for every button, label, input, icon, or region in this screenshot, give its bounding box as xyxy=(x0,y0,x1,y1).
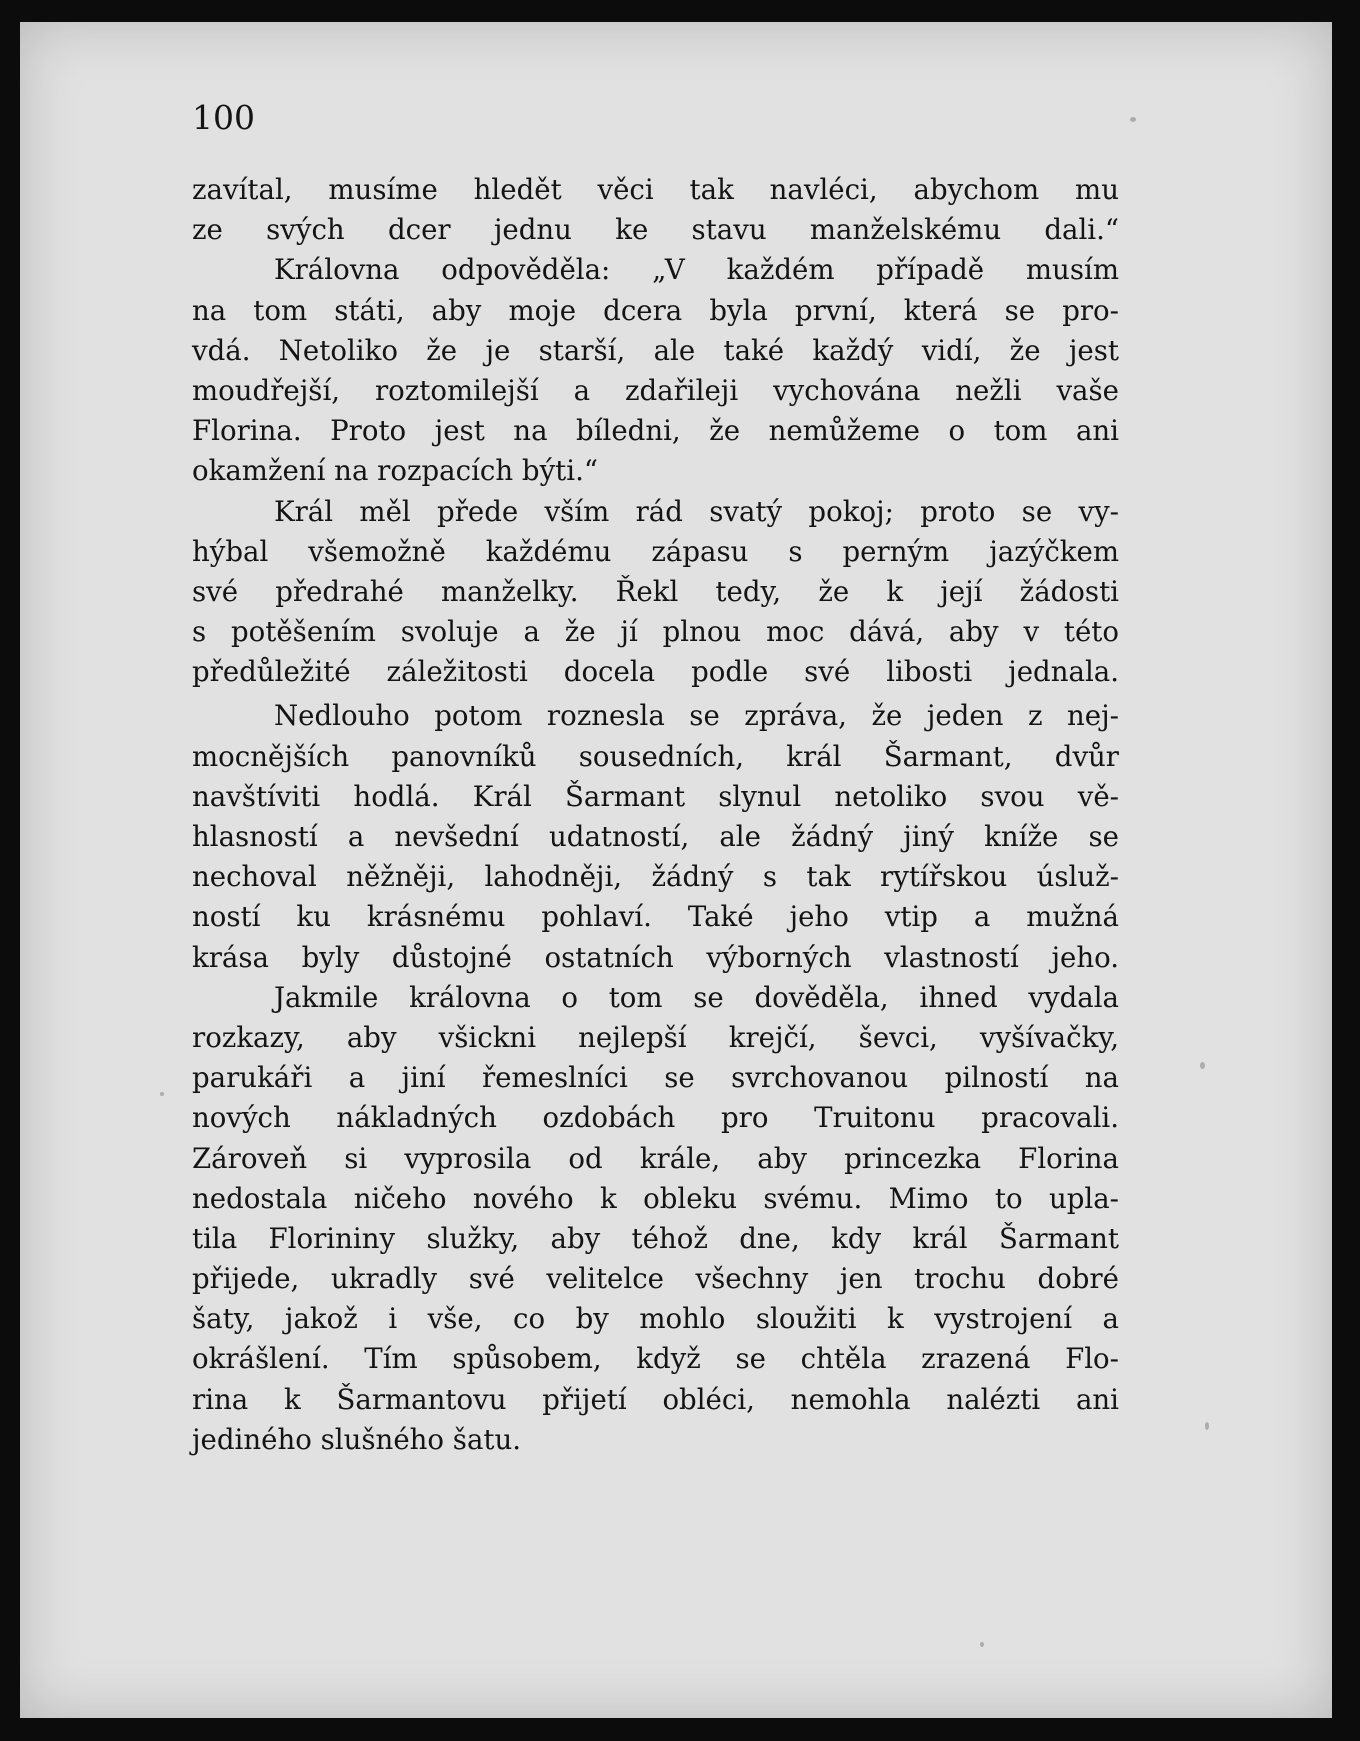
print-speck xyxy=(980,1642,984,1647)
text-line: ností ku krásnému pohlaví. Také jeho vtip a mužná xyxy=(192,900,1119,934)
text-line: nechoval něžněji, lahodněji, žádný s tak rytířskou úsluž- xyxy=(192,860,1119,894)
text-line: šaty, jakož i vše, co by mohlo sloužiti k vystrojení a xyxy=(192,1302,1119,1336)
print-speck xyxy=(1130,117,1136,122)
text-line: s potěšením svoluje a že jí plnou moc dává, aby v této xyxy=(192,615,1119,649)
text-line: nových nákladných ozdobách pro Truitonu pracovali. xyxy=(192,1101,1119,1135)
text-line: Král měl přede vším rád svatý pokoj; proto se vy- xyxy=(274,494,1119,528)
book-page xyxy=(20,22,1332,1718)
text-line: moudřejší, roztomilejší a zdařileji vychována nežli vaše xyxy=(192,373,1119,407)
print-speck xyxy=(1200,1062,1205,1069)
text-line: své předrahé manželky. Řekl tedy, že k její žádosti xyxy=(192,574,1119,608)
text-line: rozkazy, aby všickni nejlepší krejčí, ševci, vyšívačky, xyxy=(192,1020,1119,1054)
text-line: krása byly důstojné ostatních výborných vlastností jeho. xyxy=(192,940,1119,974)
text-line: přijede, ukradly své velitelce všechny jen trochu dobré xyxy=(192,1262,1119,1296)
text-line: ze svých dcer jednu ke stavu manželskému dali.“ xyxy=(192,213,1119,247)
text-line: Královna odpověděla: „V každém případě musím xyxy=(274,253,1119,287)
body-text xyxy=(192,170,1119,1460)
print-speck xyxy=(1205,1422,1209,1430)
text-line: parukáři a jiní řemeslníci se svrchovanou pilností na xyxy=(192,1061,1119,1095)
print-speck xyxy=(160,1092,164,1096)
page-number: 100 xyxy=(192,98,255,137)
text-line: rina k Šarmantovu přijetí obléci, nemohla nalézti ani xyxy=(192,1382,1119,1416)
text-line: tila Florininy služky, aby téhož dne, kdy král Šarmant xyxy=(192,1221,1119,1255)
text-line: hýbal všemožně každému zápasu s perným jazýčkem xyxy=(192,534,1119,568)
text-line: na tom státi, aby moje dcera byla první, která se pro- xyxy=(192,293,1119,327)
text-line: okrášlení. Tím spůsobem, když se chtěla zrazená Flo- xyxy=(192,1342,1119,1376)
text-line: Nedlouho potom roznesla se zpráva, že jeden z nej- xyxy=(274,699,1119,733)
text-line: jediného slušného šatu. xyxy=(192,1422,522,1456)
text-line: Jakmile královna o tom se dověděla, ihned vydala xyxy=(274,980,1119,1014)
text-line: navštíviti hodlá. Král Šarmant slynul netoliko svou vě- xyxy=(192,779,1119,813)
text-line: okamžení na rozpacích býti.“ xyxy=(192,454,598,488)
text-line: předůležité záležitosti docela podle své libosti jednala. xyxy=(192,655,1119,689)
text-line: zavítal, musíme hledět věci tak navléci, abychom mu xyxy=(192,173,1119,206)
text-line: vdá. Netoliko že je starší, ale také každý vidí, že jest xyxy=(192,333,1119,367)
text-line: hlasností a nevšední udatností, ale žádný jiný kníže se xyxy=(192,820,1119,853)
text-line: nedostala ničeho nového k obleku svému. Mimo to upla- xyxy=(192,1181,1119,1215)
text-line: Florina. Proto jest na bíledni, že nemůžeme o tom ani xyxy=(192,414,1119,448)
text-line: mocnějších panovníků sousedních, král Šarmant, dvůr xyxy=(192,739,1119,773)
text-line: Zároveň si vyprosila od krále, aby princezka Florina xyxy=(192,1141,1119,1175)
